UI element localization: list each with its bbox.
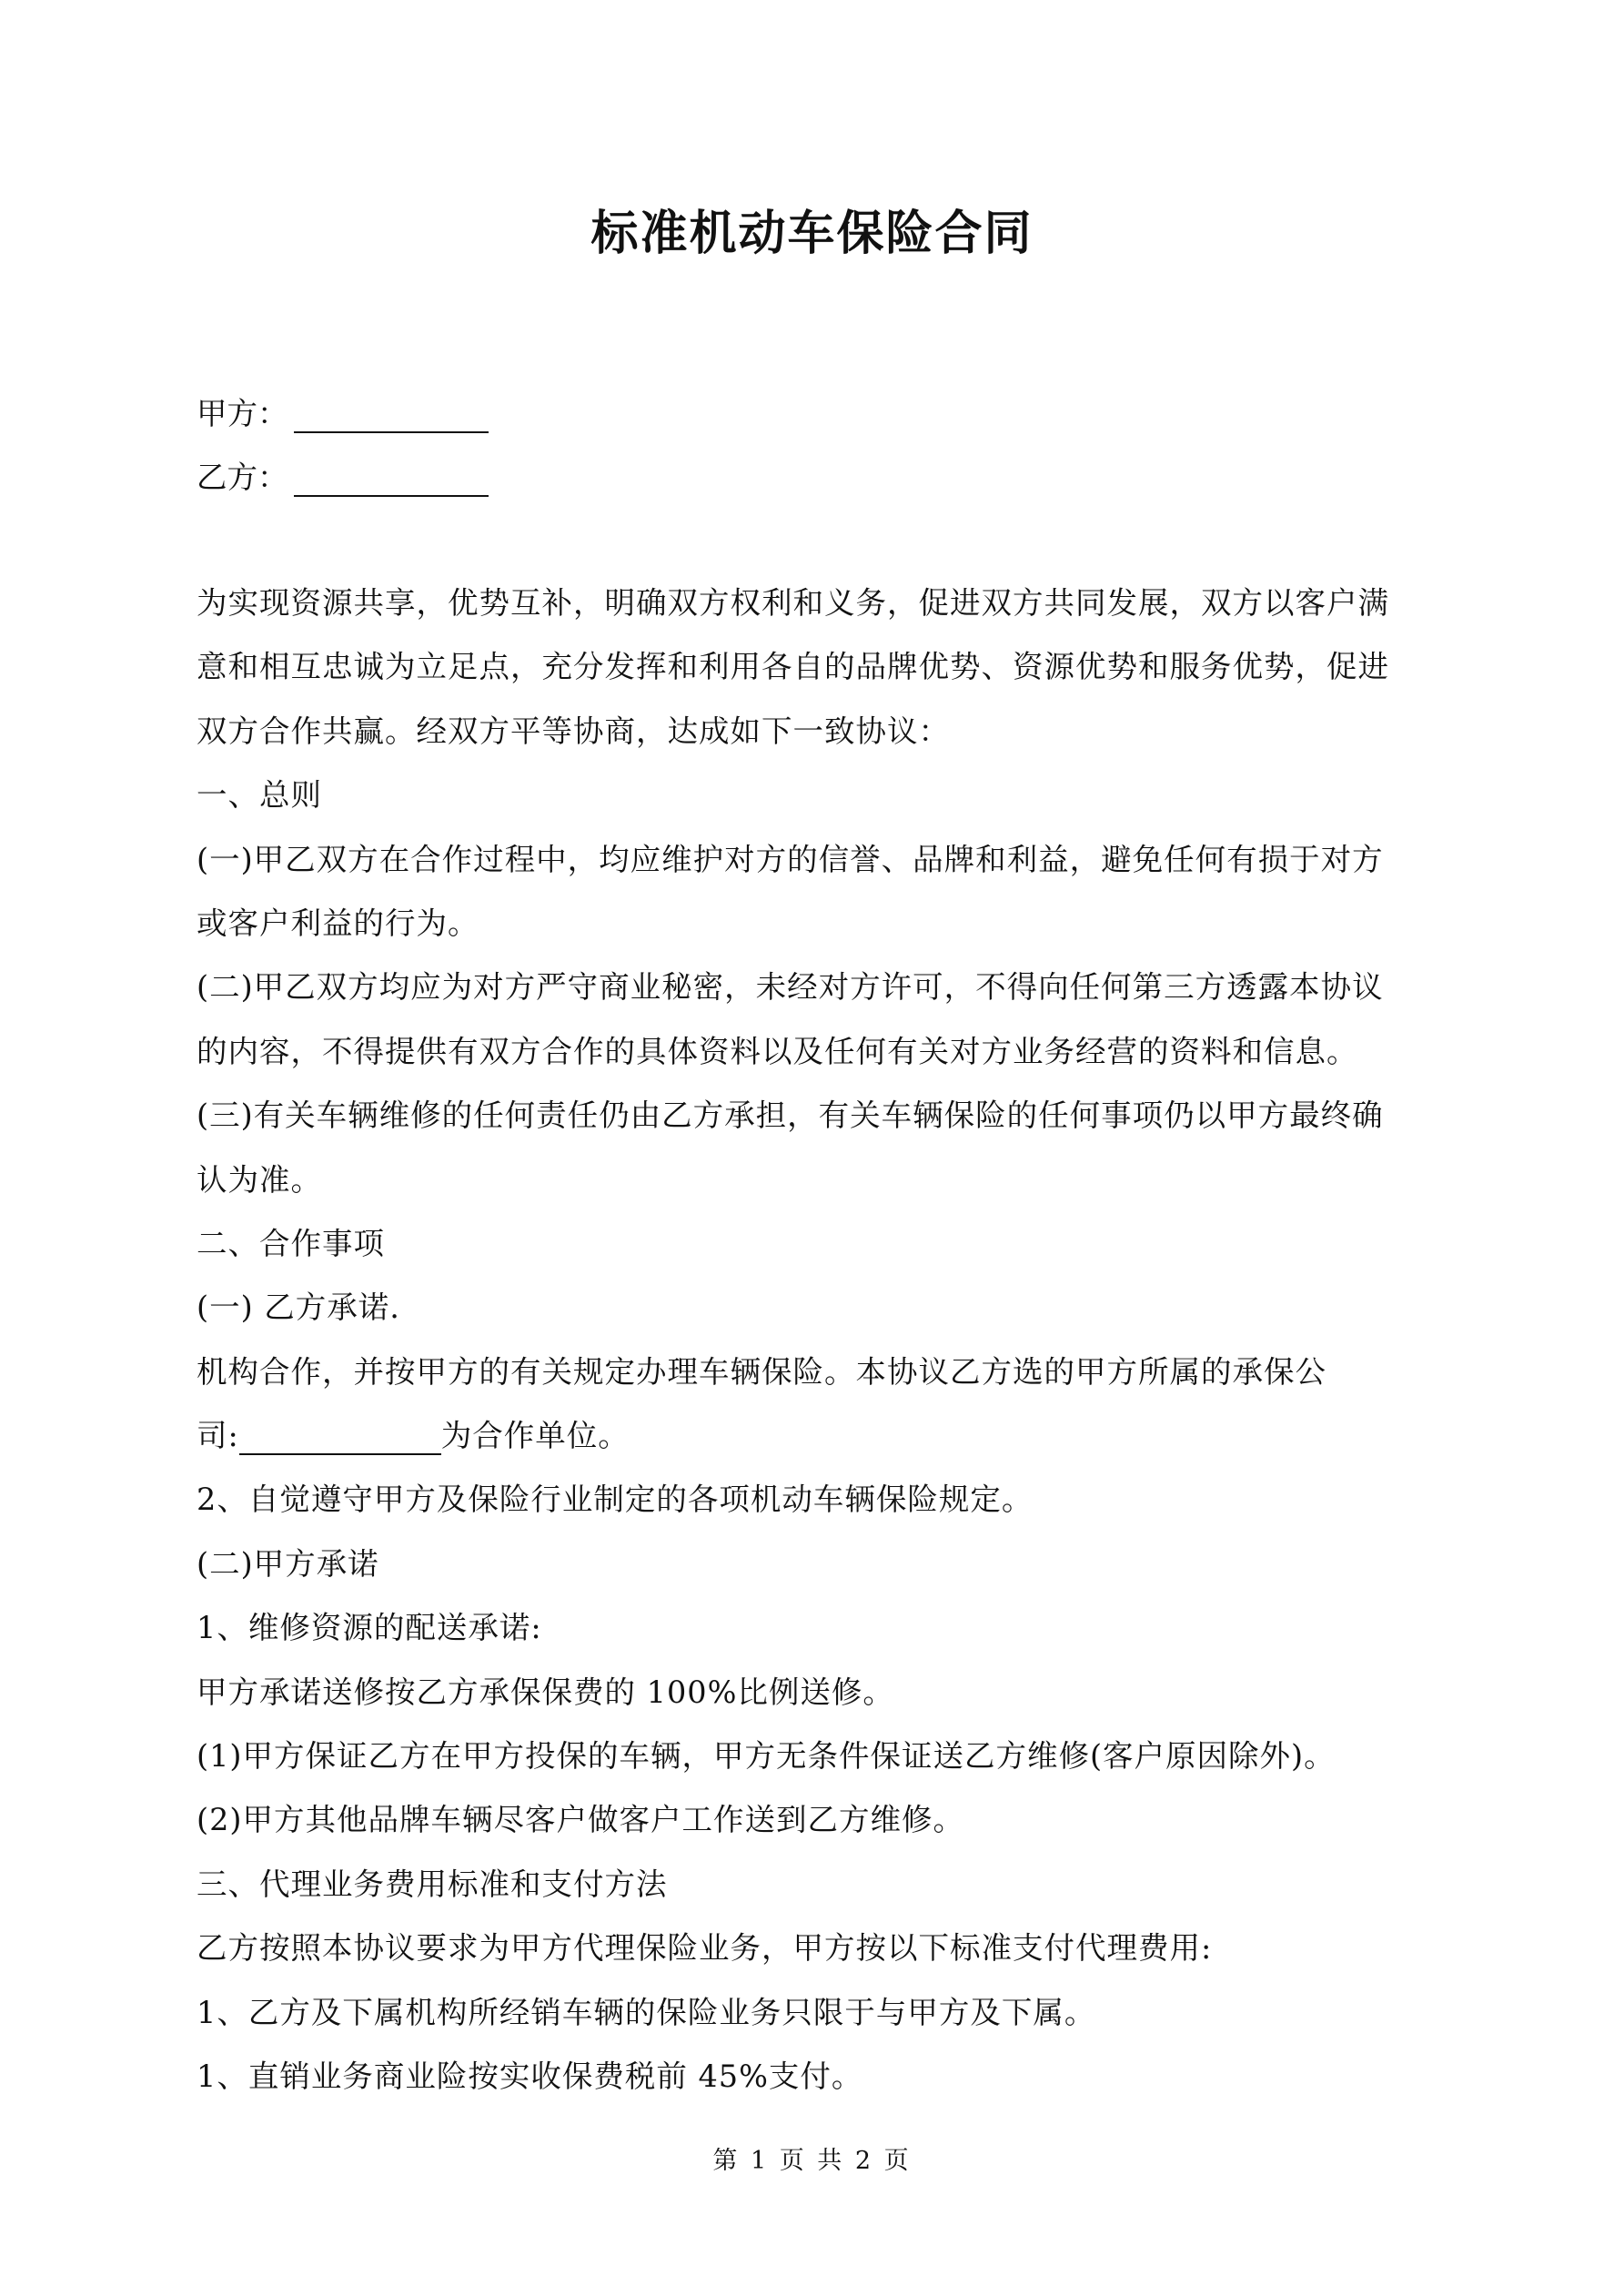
party-a-line (197, 382, 489, 446)
text-line: 或客户利益的行为。 (197, 905, 479, 941)
text-line: (一)甲乙双方在合作过程中，均应维护对方的信誉、品牌和利益，避免任何有损于对方 (197, 841, 1384, 877)
party-a-blank (294, 430, 489, 433)
text-line: (三)有关车辆维修的任何责任仍由乙方承担，有关车辆保险的任何事项仍以甲方最终确 (197, 1097, 1384, 1134)
text-line: (2)甲方其他品牌车辆尽客户做客户工作送到乙方维修。 (197, 1802, 964, 1838)
text-line: 1、乙方及下属机构所经销车辆的保险业务只限于与甲方及下属。 (197, 1994, 1096, 2030)
text-line: 意和相互忠诚为立足点，充分发挥和利用各自的品牌优势、资源优势和服务优势，促进 (197, 649, 1389, 685)
text-line: (二)甲乙双方均应为对方严守商业秘密，未经对方许可，不得向任何第三方透露本协议 (197, 969, 1384, 1006)
section-heading: 三、代理业务费用标准和支付方法 (197, 1866, 668, 1902)
text-line: 1、直销业务商业险按实收保费税前 45%支付。 (197, 2058, 863, 2094)
text-line: 为实现资源共享，优势互补，明确双方权利和义务，促进双方共同发展，双方以客户满 (197, 585, 1389, 621)
party-b-line (197, 446, 489, 510)
parties-section (197, 382, 489, 510)
party-b-label: 乙方： (197, 460, 288, 495)
text-line: 双方合作共赢。经双方平等协商，达成如下一致协议： (197, 713, 950, 749)
text-line: (一) 乙方承诺. (197, 1290, 400, 1326)
section-heading: 二、合作事项 (197, 1225, 385, 1261)
page-footer: 第 1 页 共 2 页 (712, 2147, 912, 2175)
text-line: (1)甲方保证乙方在甲方投保的车辆，甲方无条件保证送乙方维修(客户原因除外)。 (197, 1738, 1336, 1775)
blank-line-prefix: 司: (197, 1418, 239, 1454)
text-line: 1、维修资源的配送承诺: (197, 1610, 542, 1646)
insurer-blank (239, 1452, 441, 1455)
contract-body (197, 571, 1452, 2109)
text-line: (二)甲方承诺 (197, 1545, 379, 1582)
text-line: 甲方承诺送修按乙方承保保费的 100%比例送修。 (197, 1674, 894, 1710)
text-line: 认为准。 (197, 1161, 322, 1198)
blank-line-suffix: 为合作单位。 (440, 1418, 630, 1454)
section-heading: 一、总则 (197, 777, 322, 814)
document-title: 标准机动车保险合同 (590, 206, 1034, 261)
text-line: 2、自觉遵守甲方及保险行业制定的各项机动车辆保险规定。 (197, 1482, 1034, 1518)
party-a-label: 甲方： (197, 396, 288, 431)
text-line: 的内容，不得提供有双方合作的具体资料以及任何有关对方业务经营的资料和信息。 (197, 1033, 1358, 1069)
text-line: 乙方按照本协议要求为甲方代理保险业务，甲方按以下标准支付代理费用: (197, 1930, 1213, 1967)
insurer-blank-line (197, 1404, 1452, 1468)
party-b-blank (294, 494, 489, 497)
text-line: 机构合作，并按甲方的有关规定办理车辆保险。本协议乙方选的甲方所属的承保公 (197, 1353, 1326, 1390)
